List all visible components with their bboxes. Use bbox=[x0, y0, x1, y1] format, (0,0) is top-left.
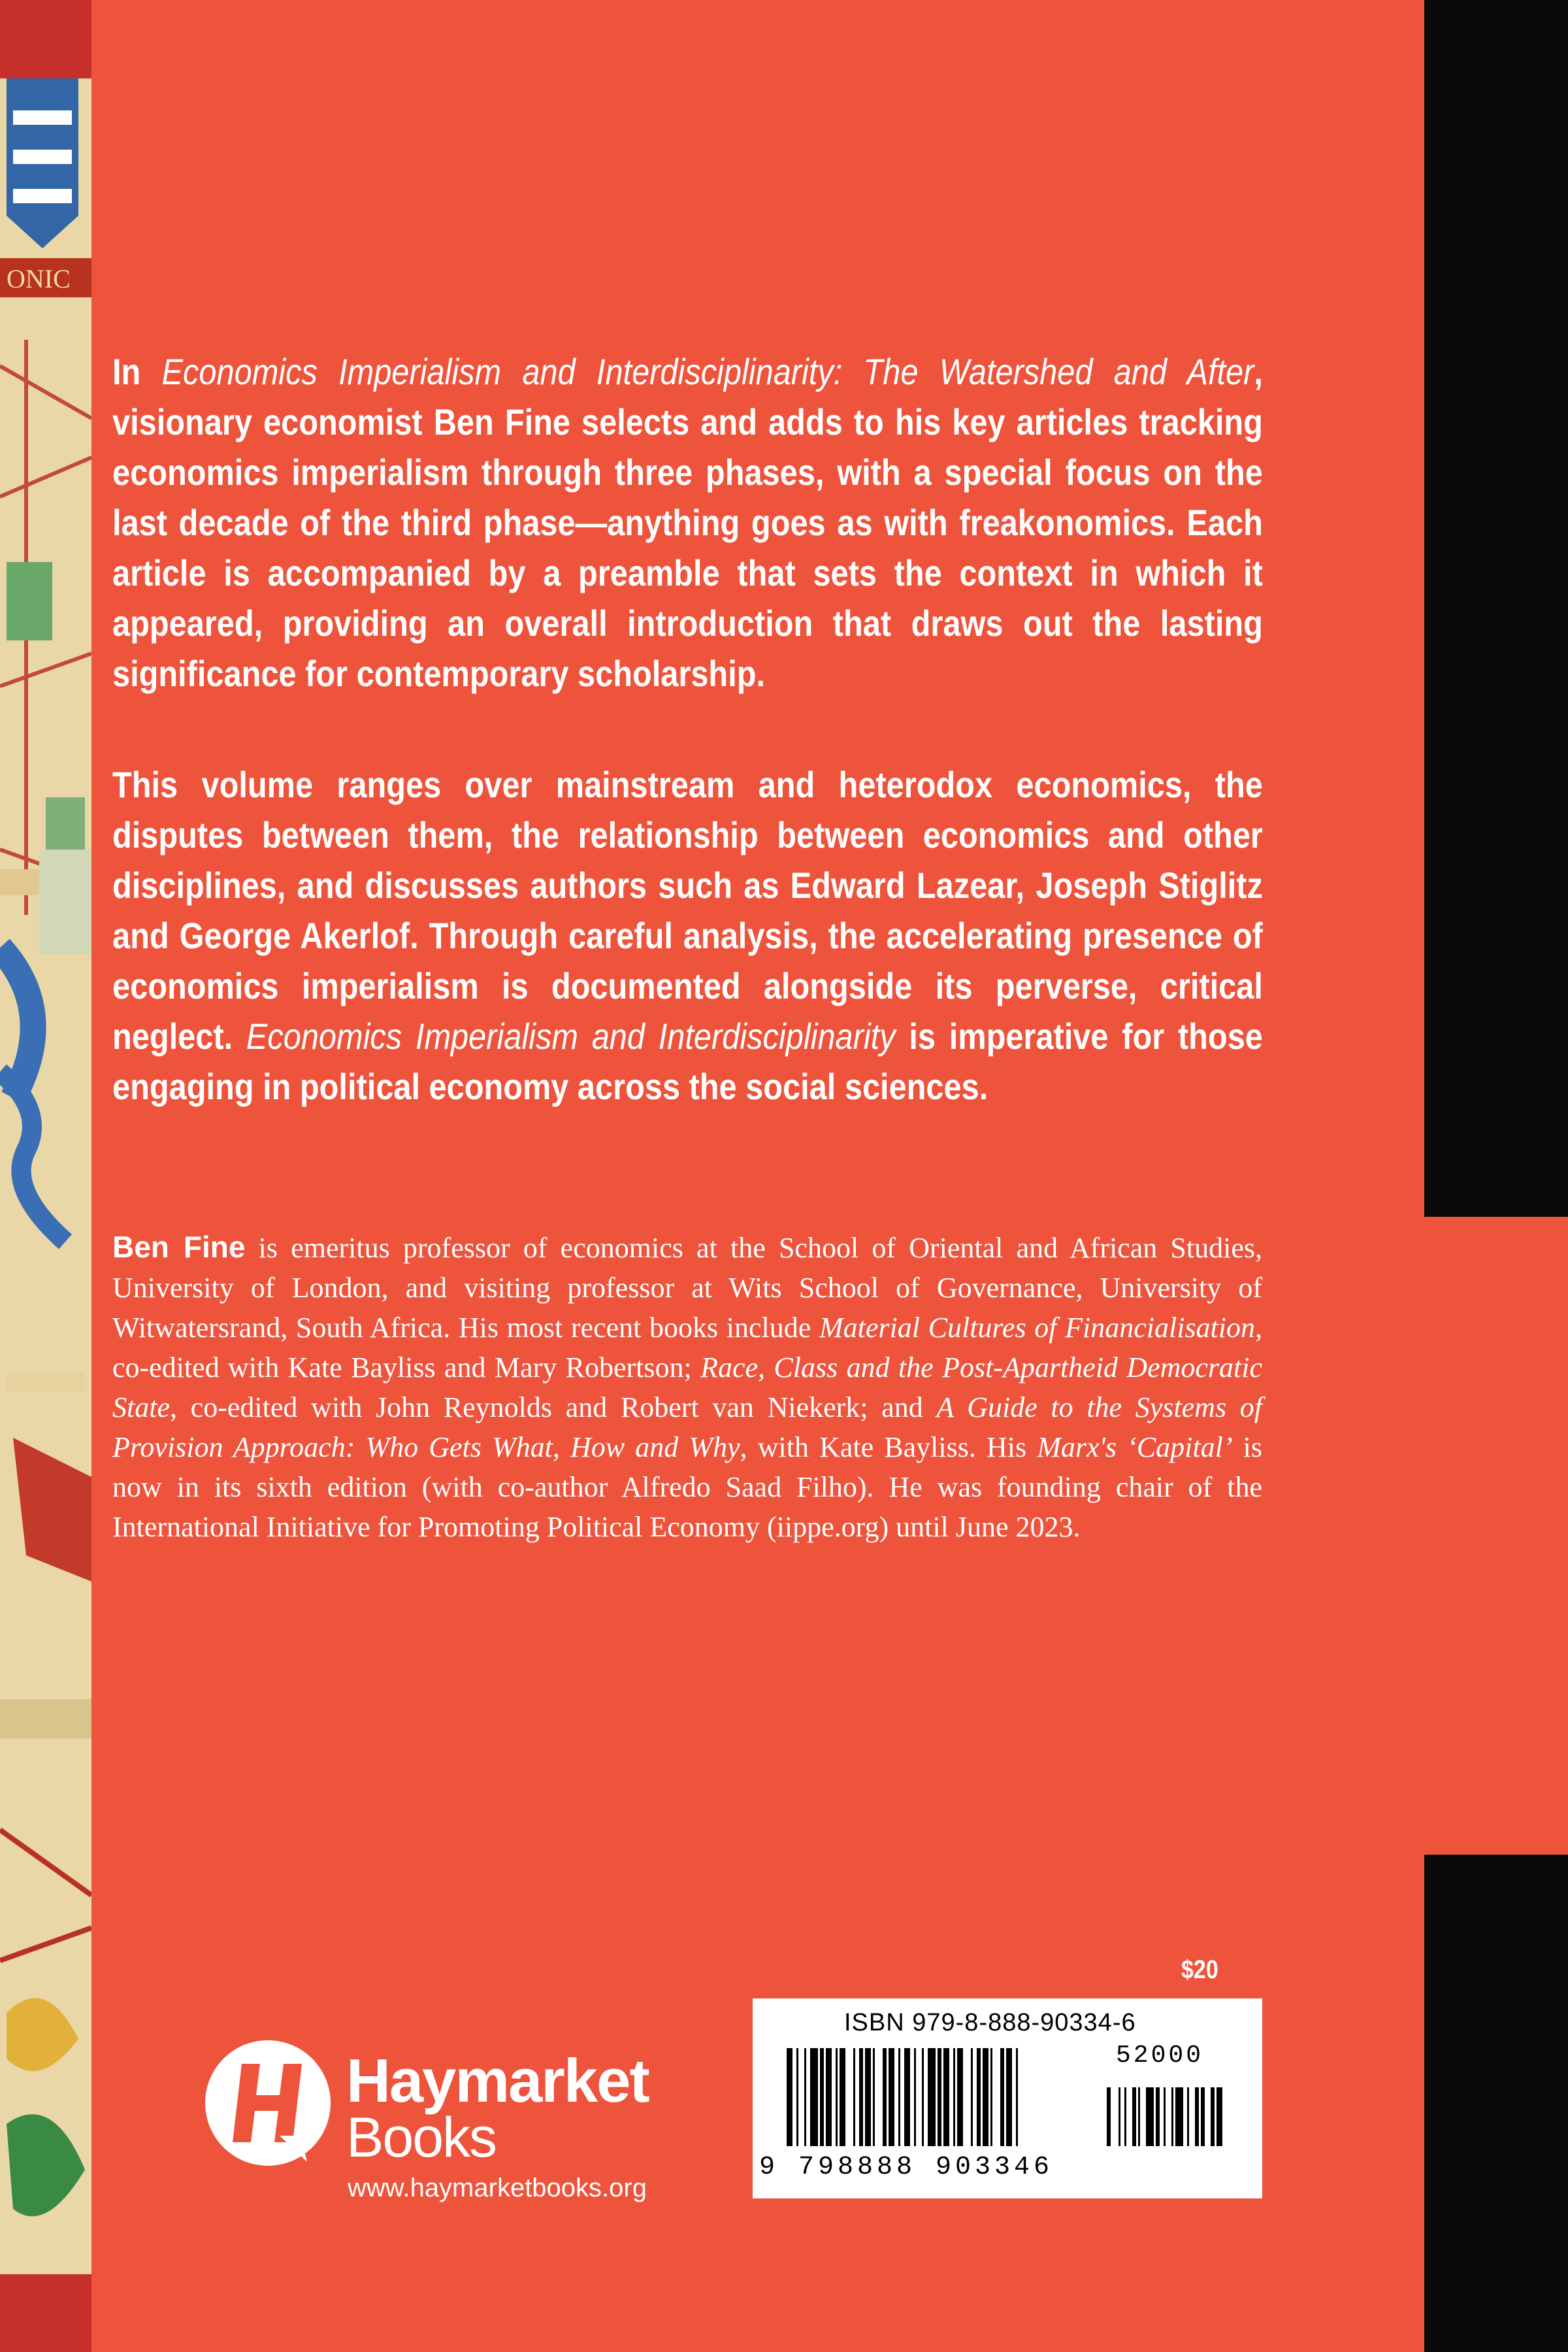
book-title-italic: A Guide to the Systems of Provision Approach: Who Gets What, How and Why bbox=[112, 1391, 1262, 1463]
book-title-italic: Marx's ‘Capital’ bbox=[1037, 1431, 1233, 1463]
isbn-label: ISBN 979-8-888-90334-6 bbox=[844, 2009, 1136, 2036]
right-edge-bar-bottom bbox=[1424, 1855, 1568, 2352]
author-bio bbox=[112, 1227, 1262, 1547]
isbn-barcode bbox=[753, 1998, 1262, 2198]
publisher-name-line2: Books bbox=[346, 2106, 497, 2169]
bio-text: , co-edited with Kate Bayliss and Mary Robertson; bbox=[112, 1312, 1262, 1383]
bio-text: , co-edited with John Reynolds and Robert van Niekerk; and bbox=[169, 1391, 937, 1423]
blurb-text: is imperative for those engaging in political economy across the social sciences. bbox=[112, 1016, 1263, 1107]
haymarket-logo-icon bbox=[203, 2038, 333, 2168]
book-title-italic: Race, Class and the Post-Apartheid Democratic State bbox=[112, 1351, 1263, 1423]
blurb-paragraph-1 bbox=[112, 346, 1263, 699]
book-title-italic: Material Cultures of Financialisation bbox=[819, 1312, 1255, 1344]
blurb-intro: In bbox=[112, 351, 162, 392]
map-illustration bbox=[0, 0, 91, 2352]
right-edge-bar-top bbox=[1424, 0, 1568, 1217]
bio-text: is now in its sixth edition (with co-author Alfredo Saad Filho). He was founding chair of the International Initiative for Promoting Political Economy (iippe.org) until June 2023. bbox=[112, 1431, 1262, 1543]
book-title-italic: Economics Imperialism and Interdisciplinarity bbox=[246, 1016, 896, 1057]
publisher-name-line1: Haymarket bbox=[346, 2046, 649, 2115]
bio-text: , with Kate Bayliss. His bbox=[740, 1431, 1037, 1463]
map-illustration-strip bbox=[0, 0, 91, 2352]
blurb-text: , visionary economist Ben Fine selects and adds to his key articles tracking economics imperialism through three phases, with a special focus on the last decade of the third phase—anything goes as with freakonomics. Each article is accompanied by a preamble that sets the context in which it appeared, providing an overall introduction that draws out the lasting significance for contemporary scholarship. bbox=[112, 351, 1263, 694]
blurb-paragraph-2 bbox=[112, 759, 1263, 1112]
svg-text:ONIC: ONIC bbox=[7, 264, 71, 293]
blurb-text: This volume ranges over mainstream and heterodox economics, the disputes between them, the relationship between economics and other disciplines, and discusses authors such as Edward Lazear, Joseph Stiglitz and George Akerlof. Through careful analysis, the accelerating presence of economics imperialism is documented alongside its perverse, critical neglect. bbox=[112, 764, 1263, 1057]
publisher-url: www.haymarketbooks.org bbox=[348, 2174, 647, 2202]
barcode-digits: 9 798888 903346 bbox=[759, 2153, 1054, 2182]
author-name: Ben Fine bbox=[112, 1230, 246, 1264]
price-label: $20 bbox=[1181, 1955, 1218, 1984]
barcode-addon-digits: 52000 bbox=[1116, 2042, 1204, 2070]
bio-text: is emeritus professor of economics at the School of Oriental and African Studies, University of London, and visiting professor at Wits School of Governance, University of Witwatersrand, South Africa. His most recent books include bbox=[112, 1232, 1263, 1344]
book-title-italic: Economics Imperialism and Interdisciplinarity: The Watershed and After bbox=[161, 351, 1254, 392]
